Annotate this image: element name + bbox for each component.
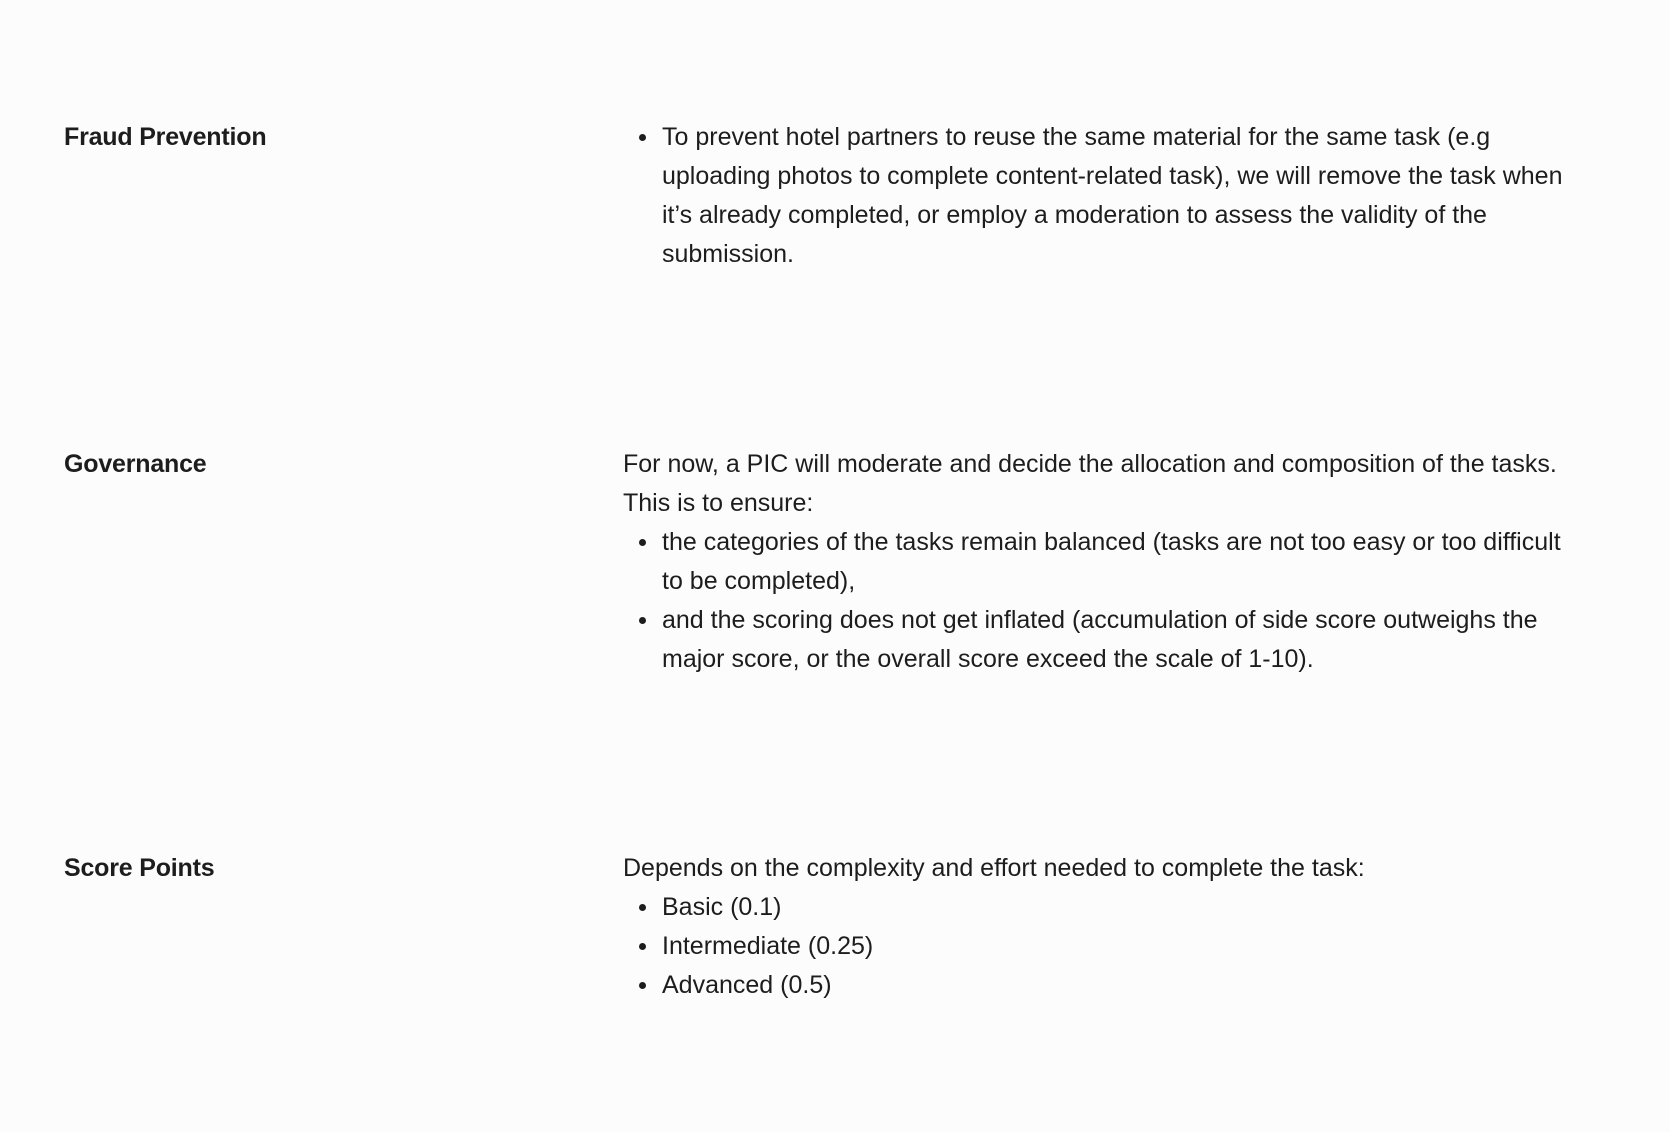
bullet-dot-icon — [639, 539, 646, 546]
bullet-list — [623, 523, 1583, 679]
list-item-text: and the scoring does not get inflated (accumulation of side score outweighs the major score, or the overall score exceed the scale of 1-10). — [662, 606, 1538, 673]
list-item-text: Advanced (0.5) — [662, 971, 832, 999]
list-item-text: Intermediate (0.25) — [662, 932, 874, 960]
section-content — [623, 118, 1583, 274]
list-item — [623, 601, 1583, 679]
section-title: Governance — [64, 450, 207, 478]
bullet-list — [623, 118, 1583, 274]
section-title: Score Points — [64, 854, 215, 882]
list-item-text: Basic (0.1) — [662, 893, 782, 921]
section-content — [623, 445, 1583, 679]
bullet-dot-icon — [639, 943, 646, 950]
list-item-text: To prevent hotel partners to reuse the same material for the same task (e.g uploading photos to complete content-related task), we will remove the task when it’s already completed, or employ a moderation to assess the validity of the submission. — [662, 123, 1563, 268]
list-item-text: the categories of the tasks remain balanced (tasks are not too easy or too difficult to be completed), — [662, 528, 1561, 595]
bullet-dot-icon — [639, 134, 646, 141]
list-item — [623, 888, 1583, 927]
list-item — [623, 927, 1583, 966]
section-intro: For now, a PIC will moderate and decide the allocation and composition of the tasks. This is to ensure: — [623, 450, 1557, 517]
list-item — [623, 523, 1583, 601]
list-item — [623, 966, 1583, 1005]
section-title: Fraud Prevention — [64, 123, 267, 151]
bullet-dot-icon — [639, 982, 646, 989]
bullet-dot-icon — [639, 617, 646, 624]
section-intro: Depends on the complexity and effort needed to complete the task: — [623, 854, 1365, 882]
list-item — [623, 118, 1583, 274]
bullet-list — [623, 888, 1583, 1005]
bullet-dot-icon — [639, 904, 646, 911]
section-content — [623, 849, 1583, 1005]
